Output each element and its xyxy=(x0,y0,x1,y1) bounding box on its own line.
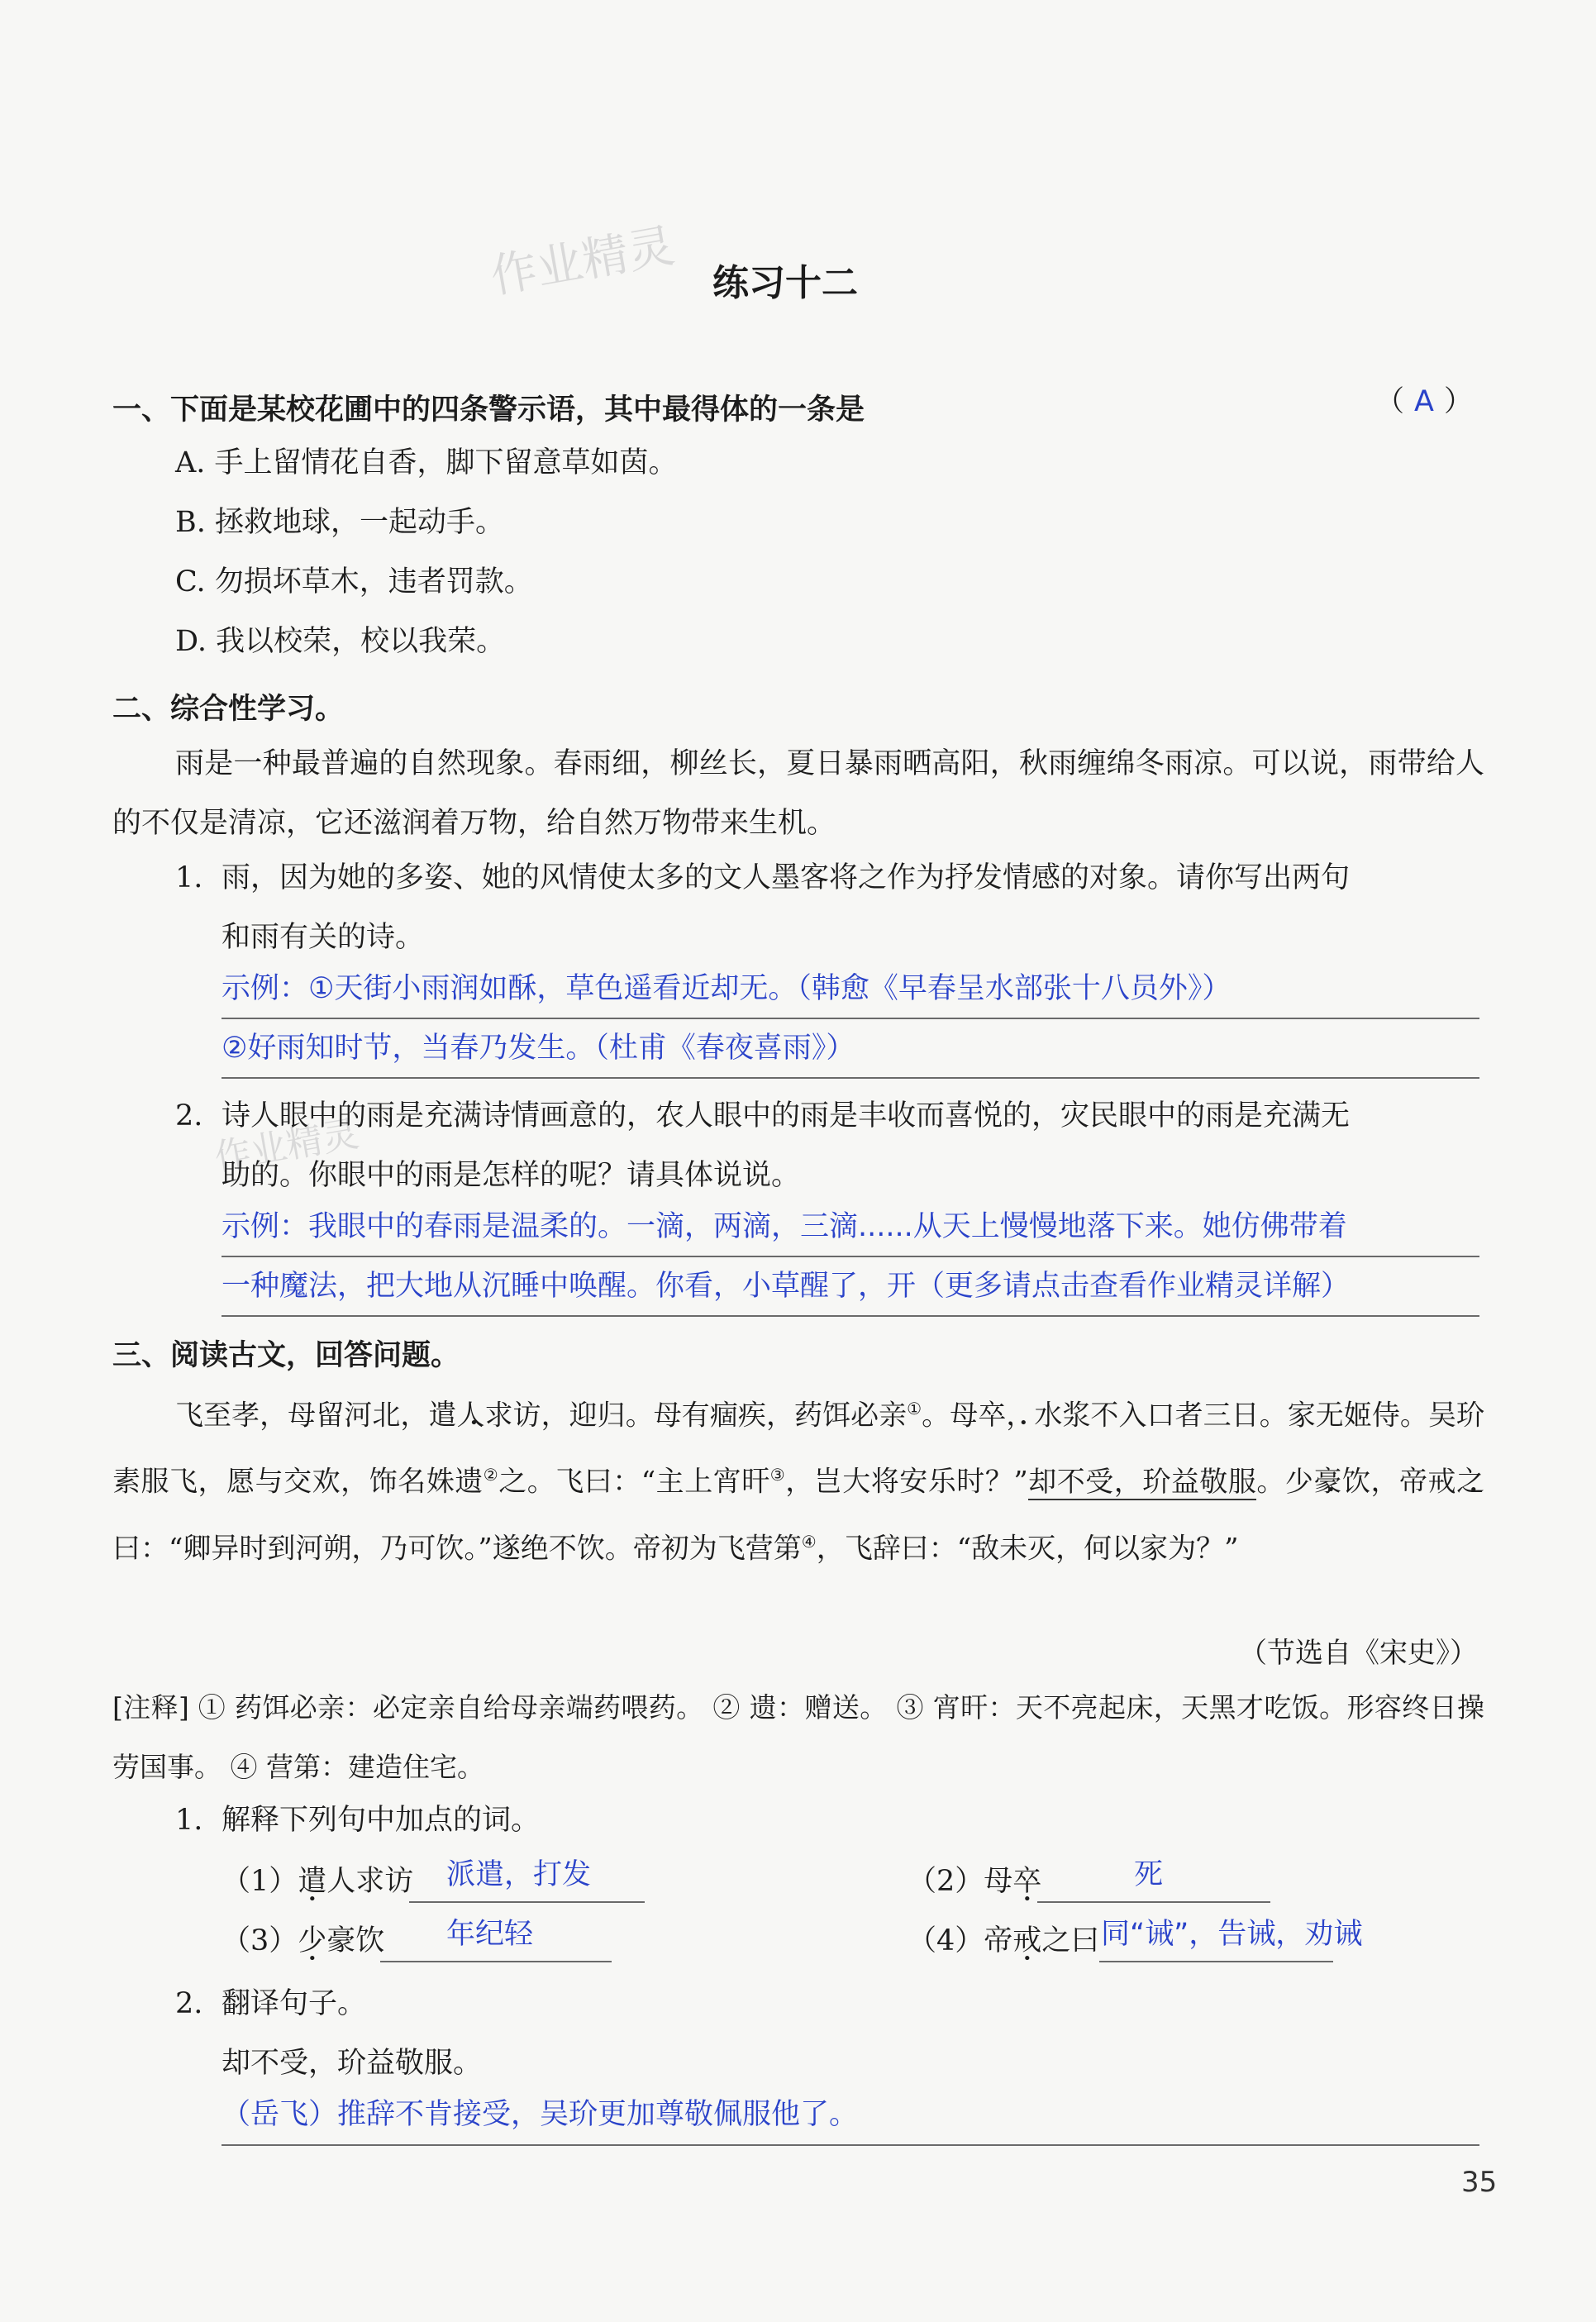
q3-sub2-answer: （岳飞）推辞不肯接受，吴玠更加尊敬佩服他了。 xyxy=(222,2098,859,2131)
q1-paren-close: ） xyxy=(1443,385,1473,418)
page-title: 练习十二 xyxy=(712,262,858,304)
q3-sub2-prompt: 翻译句子。 xyxy=(222,1987,367,2020)
q3-item-4: （4）帝戒之曰 xyxy=(908,1924,1100,1957)
q2-sub2-line2: 助的。你眼中的雨是怎样的呢？请具体说说。 xyxy=(222,1159,801,1192)
q3-item-4-answer: 同“诫”，告诫，劝诫 xyxy=(1101,1918,1363,1951)
q2-sub1-line2: 和雨有关的诗。 xyxy=(222,921,425,954)
q1-answer: A xyxy=(1414,385,1434,418)
q3-sub2-num: 2. xyxy=(175,1987,203,2020)
q1-option-d: D. 我以校荣，校以我荣。 xyxy=(175,625,506,658)
q3-item-3: （3）少豪饮 xyxy=(222,1924,385,1957)
q1-answer-bracket xyxy=(1375,382,1473,422)
blank-line xyxy=(409,1901,645,1903)
q1-paren-open: （ xyxy=(1375,385,1405,418)
q2-sub1-line1: 雨，因为她的多姿、她的风情使太多的文人墨客将之作为抒发情感的对象。请你写出两句 xyxy=(222,861,1351,894)
q3-item-1-answer: 派遣，打发 xyxy=(446,1858,592,1891)
q3-item-2-answer: 死 xyxy=(1134,1858,1164,1891)
q3-item-2: （2）母卒 xyxy=(908,1865,1042,1898)
watermark-top: 作业精灵 xyxy=(486,218,679,304)
q1-stem: 一、下面是某校花圃中的四条警示语，其中最得体的一条是 xyxy=(112,393,865,427)
q2-sub2-line1: 诗人眼中的雨是充满诗情画意的，农人眼中的雨是丰收而喜悦的，灾民眼中的雨是充满无 xyxy=(222,1099,1351,1132)
blank-line xyxy=(380,1961,612,1962)
q3-sub1-prompt: 解释下列句中加点的词。 xyxy=(222,1804,541,1837)
blank-line xyxy=(1037,1901,1270,1903)
q1-option-b: B. 拯救地球，一起动手。 xyxy=(175,506,504,539)
q1-option-c: C. 勿损坏草木，违者罚款。 xyxy=(175,565,533,598)
q2-sub2-num: 2. xyxy=(175,1099,203,1132)
watermark-middle: 作业精灵 xyxy=(211,1113,362,1180)
q2-sub2-answer1: 示例：我眼中的春雨是温柔的。一滴，两滴，三滴......从天上慢慢地落下来。她仿佛带着 xyxy=(222,1210,1347,1243)
page-number: 35 xyxy=(1461,2166,1498,2199)
blank-line xyxy=(1099,1961,1333,1962)
q3-sub2-sentence: 却不受，玠益敬服。 xyxy=(222,2047,483,2080)
answer-line xyxy=(222,2144,1479,2146)
classical-passage: 飞至孝，母留河北，遣人求访，迎归。母有痼疾，药饵必亲①。母卒，水浆不入口者三日。家无姬侍。吴玠素服飞，愿与交欢，饰名姝遗②之。飞曰：“主上宵旰③，岂大将安乐时？”却不受，玠益敬服。少豪饮，帝戒之曰：“卿异时到河朔，乃可饮。”遂绝不饮。帝初为飞营第④，飞辞曰：“敌未灭，何以家为？” xyxy=(112,1399,1485,1565)
q3-heading: 三、阅读古文，回答问题。 xyxy=(112,1339,460,1372)
q3-item-1: （1）遣人求访 xyxy=(222,1865,414,1898)
q2-intro: 雨是一种最普遍的自然现象。春雨细，柳丝长，夏日暴雨晒高阳，秋雨缠绵冬雨凉。可以说，雨带给人的不仅是清凉，它还滋润着万物，给自然万物带来生机。 xyxy=(112,747,1484,840)
q2-sub1-answer2: ②好雨知时节，当春乃发生。（杜甫《春夜喜雨》） xyxy=(222,1032,855,1065)
q3-sub1-num: 1. xyxy=(175,1804,203,1837)
q2-sub1-answer1: 示例：①天街小雨润如酥，草色遥看近却无。（韩愈《早春呈水部张十八员外》） xyxy=(222,972,1232,1005)
passage-source: （节选自《宋史》） xyxy=(1239,1637,1478,1670)
q2-sub2-answer2: 一种魔法，把大地从沉睡中唤醒。你看，小草醒了，开（更多请点击查看作业精灵详解） xyxy=(222,1270,1351,1303)
answer-line xyxy=(222,1077,1479,1079)
passage-notes: [注释] ① 药饵必亲：必定亲自给母亲端药喂药。 ② 遗：赠送。 ③ 宵旰：天不亮起床，天黑才吃饭。形容终日操劳国事。 ④ 营第：建造住宅。 xyxy=(112,1691,1484,1783)
answer-line xyxy=(222,1315,1479,1317)
q3-item-3-answer: 年纪轻 xyxy=(446,1918,534,1951)
q2-sub1-num: 1. xyxy=(175,861,203,894)
q2-heading: 二、综合性学习。 xyxy=(112,693,345,726)
q1-option-a: A. 手上留情花自香，脚下留意草如茵。 xyxy=(175,446,678,479)
